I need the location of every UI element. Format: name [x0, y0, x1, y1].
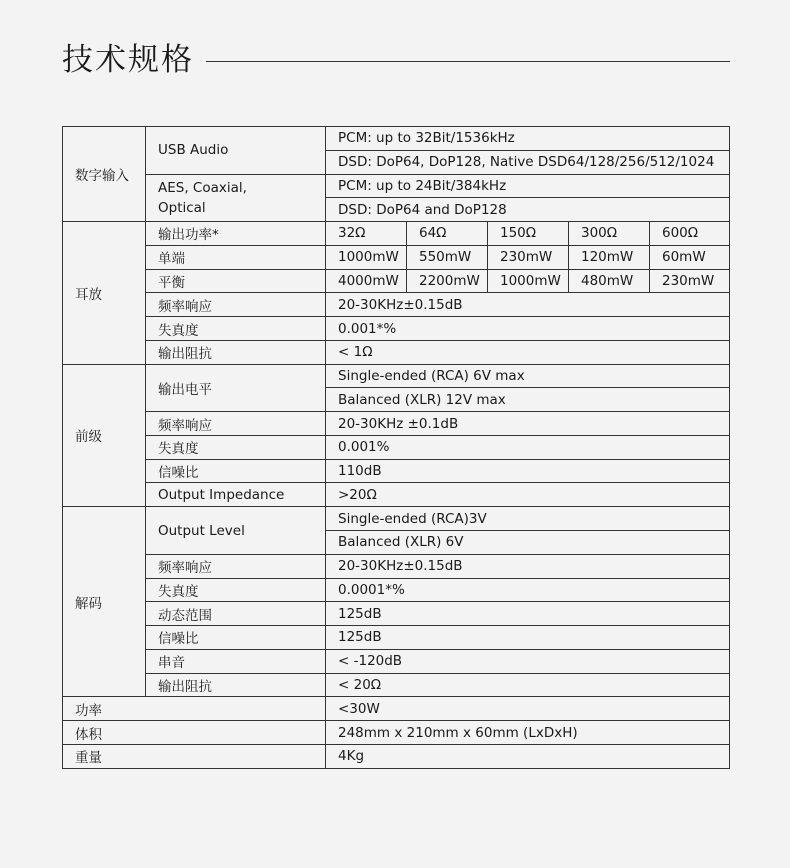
pre-output-impedance-value: >20Ω: [326, 483, 730, 507]
table-row: [63, 222, 730, 246]
hp-thd-label: 失真度: [146, 317, 326, 341]
pre-snr-value: 110dB: [326, 459, 730, 483]
power-cell: 550mW: [407, 245, 488, 269]
power-cell: 1000mW: [488, 269, 569, 293]
dec-output-impedance-value: < 20Ω: [326, 673, 730, 697]
power-cell: 60mW: [650, 245, 730, 269]
dimensions-label: 体积: [63, 721, 326, 745]
dec-freq-response-value: 20-30KHz±0.15dB: [326, 554, 730, 578]
table-row: [63, 602, 730, 626]
power-cell: 230mW: [650, 269, 730, 293]
pre-snr-label: 信噪比: [146, 459, 326, 483]
table-row: [63, 174, 730, 198]
table-row: [63, 554, 730, 578]
power-cell: 120mW: [569, 245, 650, 269]
dec-dynamic-range-value: 125dB: [326, 602, 730, 626]
dec-snr-label: 信噪比: [146, 626, 326, 650]
weight-label: 重量: [63, 744, 326, 768]
aes-label-line1: AES, Coaxial,: [158, 179, 247, 196]
pre-balanced-value: Balanced (XLR) 12V max: [326, 388, 730, 412]
dec-thd-value: 0.0001*%: [326, 578, 730, 602]
power-cell: 480mW: [569, 269, 650, 293]
title-row: [62, 38, 730, 82]
impedance-cell: 600Ω: [650, 222, 730, 246]
output-power-label: 输出功率*: [146, 222, 326, 246]
pre-output-impedance-label: Output Impedance: [146, 483, 326, 507]
usb-pcm-value: PCM: up to 32Bit/1536kHz: [326, 127, 730, 151]
usb-dsd-value: DSD: DoP64, DoP128, Native DSD64/128/256/512/1024: [326, 150, 730, 174]
pre-thd-label: 失真度: [146, 435, 326, 459]
weight-value: 4Kg: [326, 744, 730, 768]
power-label: 功率: [63, 697, 326, 721]
category-preamp: 前级: [63, 364, 146, 507]
table-row: [63, 340, 730, 364]
dec-freq-response-label: 频率响应: [146, 554, 326, 578]
single-ended-label: 单端: [146, 245, 326, 269]
table-row: [63, 507, 730, 531]
page-title: 技术规格: [62, 42, 194, 78]
pre-freq-response-value: 20-30KHz ±0.1dB: [326, 412, 730, 436]
table-row: [63, 459, 730, 483]
hp-thd-value: 0.001*%: [326, 317, 730, 341]
table-row: [63, 673, 730, 697]
impedance-cell: 32Ω: [326, 222, 407, 246]
dec-crosstalk-value: < -120dB: [326, 649, 730, 673]
hp-output-impedance-value: < 1Ω: [326, 340, 730, 364]
dec-dynamic-range-label: 动态范围: [146, 602, 326, 626]
category-digital-input: 数字输入: [63, 127, 146, 222]
dec-thd-label: 失真度: [146, 578, 326, 602]
spec-table: [62, 126, 730, 769]
table-row: [63, 245, 730, 269]
table-row: [63, 697, 730, 721]
usb-audio-label: USB Audio: [146, 127, 326, 175]
power-value: <30W: [326, 697, 730, 721]
dec-output-level-label: Output Level: [146, 507, 326, 555]
table-row: [63, 364, 730, 388]
table-row: [63, 483, 730, 507]
table-row: [63, 578, 730, 602]
dec-balanced-value: Balanced (XLR) 6V: [326, 531, 730, 555]
hp-freq-response-label: 频率响应: [146, 293, 326, 317]
table-row: [63, 293, 730, 317]
pre-output-level-label: 输出电平: [146, 364, 326, 412]
table-row: [63, 744, 730, 768]
table-row: [63, 435, 730, 459]
aes-label-line2: Optical: [158, 199, 206, 216]
power-cell: 1000mW: [326, 245, 407, 269]
aes-dsd-value: DSD: DoP64 and DoP128: [326, 198, 730, 222]
power-cell: 4000mW: [326, 269, 407, 293]
category-decoder: 解码: [63, 507, 146, 697]
power-cell: 2200mW: [407, 269, 488, 293]
dec-snr-value: 125dB: [326, 626, 730, 650]
category-headphone-amp: 耳放: [63, 222, 146, 365]
title-divider: [206, 61, 730, 62]
power-cell: 230mW: [488, 245, 569, 269]
table-row: [63, 317, 730, 341]
table-row: [63, 649, 730, 673]
balanced-label: 平衡: [146, 269, 326, 293]
impedance-cell: 150Ω: [488, 222, 569, 246]
aes-pcm-value: PCM: up to 24Bit/384kHz: [326, 174, 730, 198]
pre-thd-value: 0.001%: [326, 435, 730, 459]
aes-label: [146, 174, 326, 222]
pre-single-ended-value: Single-ended (RCA) 6V max: [326, 364, 730, 388]
pre-freq-response-label: 频率响应: [146, 412, 326, 436]
dec-output-impedance-label: 输出阻抗: [146, 673, 326, 697]
hp-output-impedance-label: 输出阻抗: [146, 340, 326, 364]
table-row: [63, 412, 730, 436]
table-row: [63, 127, 730, 151]
table-row: [63, 721, 730, 745]
table-row: [63, 626, 730, 650]
table-row: [63, 269, 730, 293]
dimensions-value: 248mm x 210mm x 60mm (LxDxH): [326, 721, 730, 745]
hp-freq-response-value: 20-30KHz±0.15dB: [326, 293, 730, 317]
dec-single-ended-value: Single-ended (RCA)3V: [326, 507, 730, 531]
dec-crosstalk-label: 串音: [146, 649, 326, 673]
impedance-cell: 300Ω: [569, 222, 650, 246]
impedance-cell: 64Ω: [407, 222, 488, 246]
